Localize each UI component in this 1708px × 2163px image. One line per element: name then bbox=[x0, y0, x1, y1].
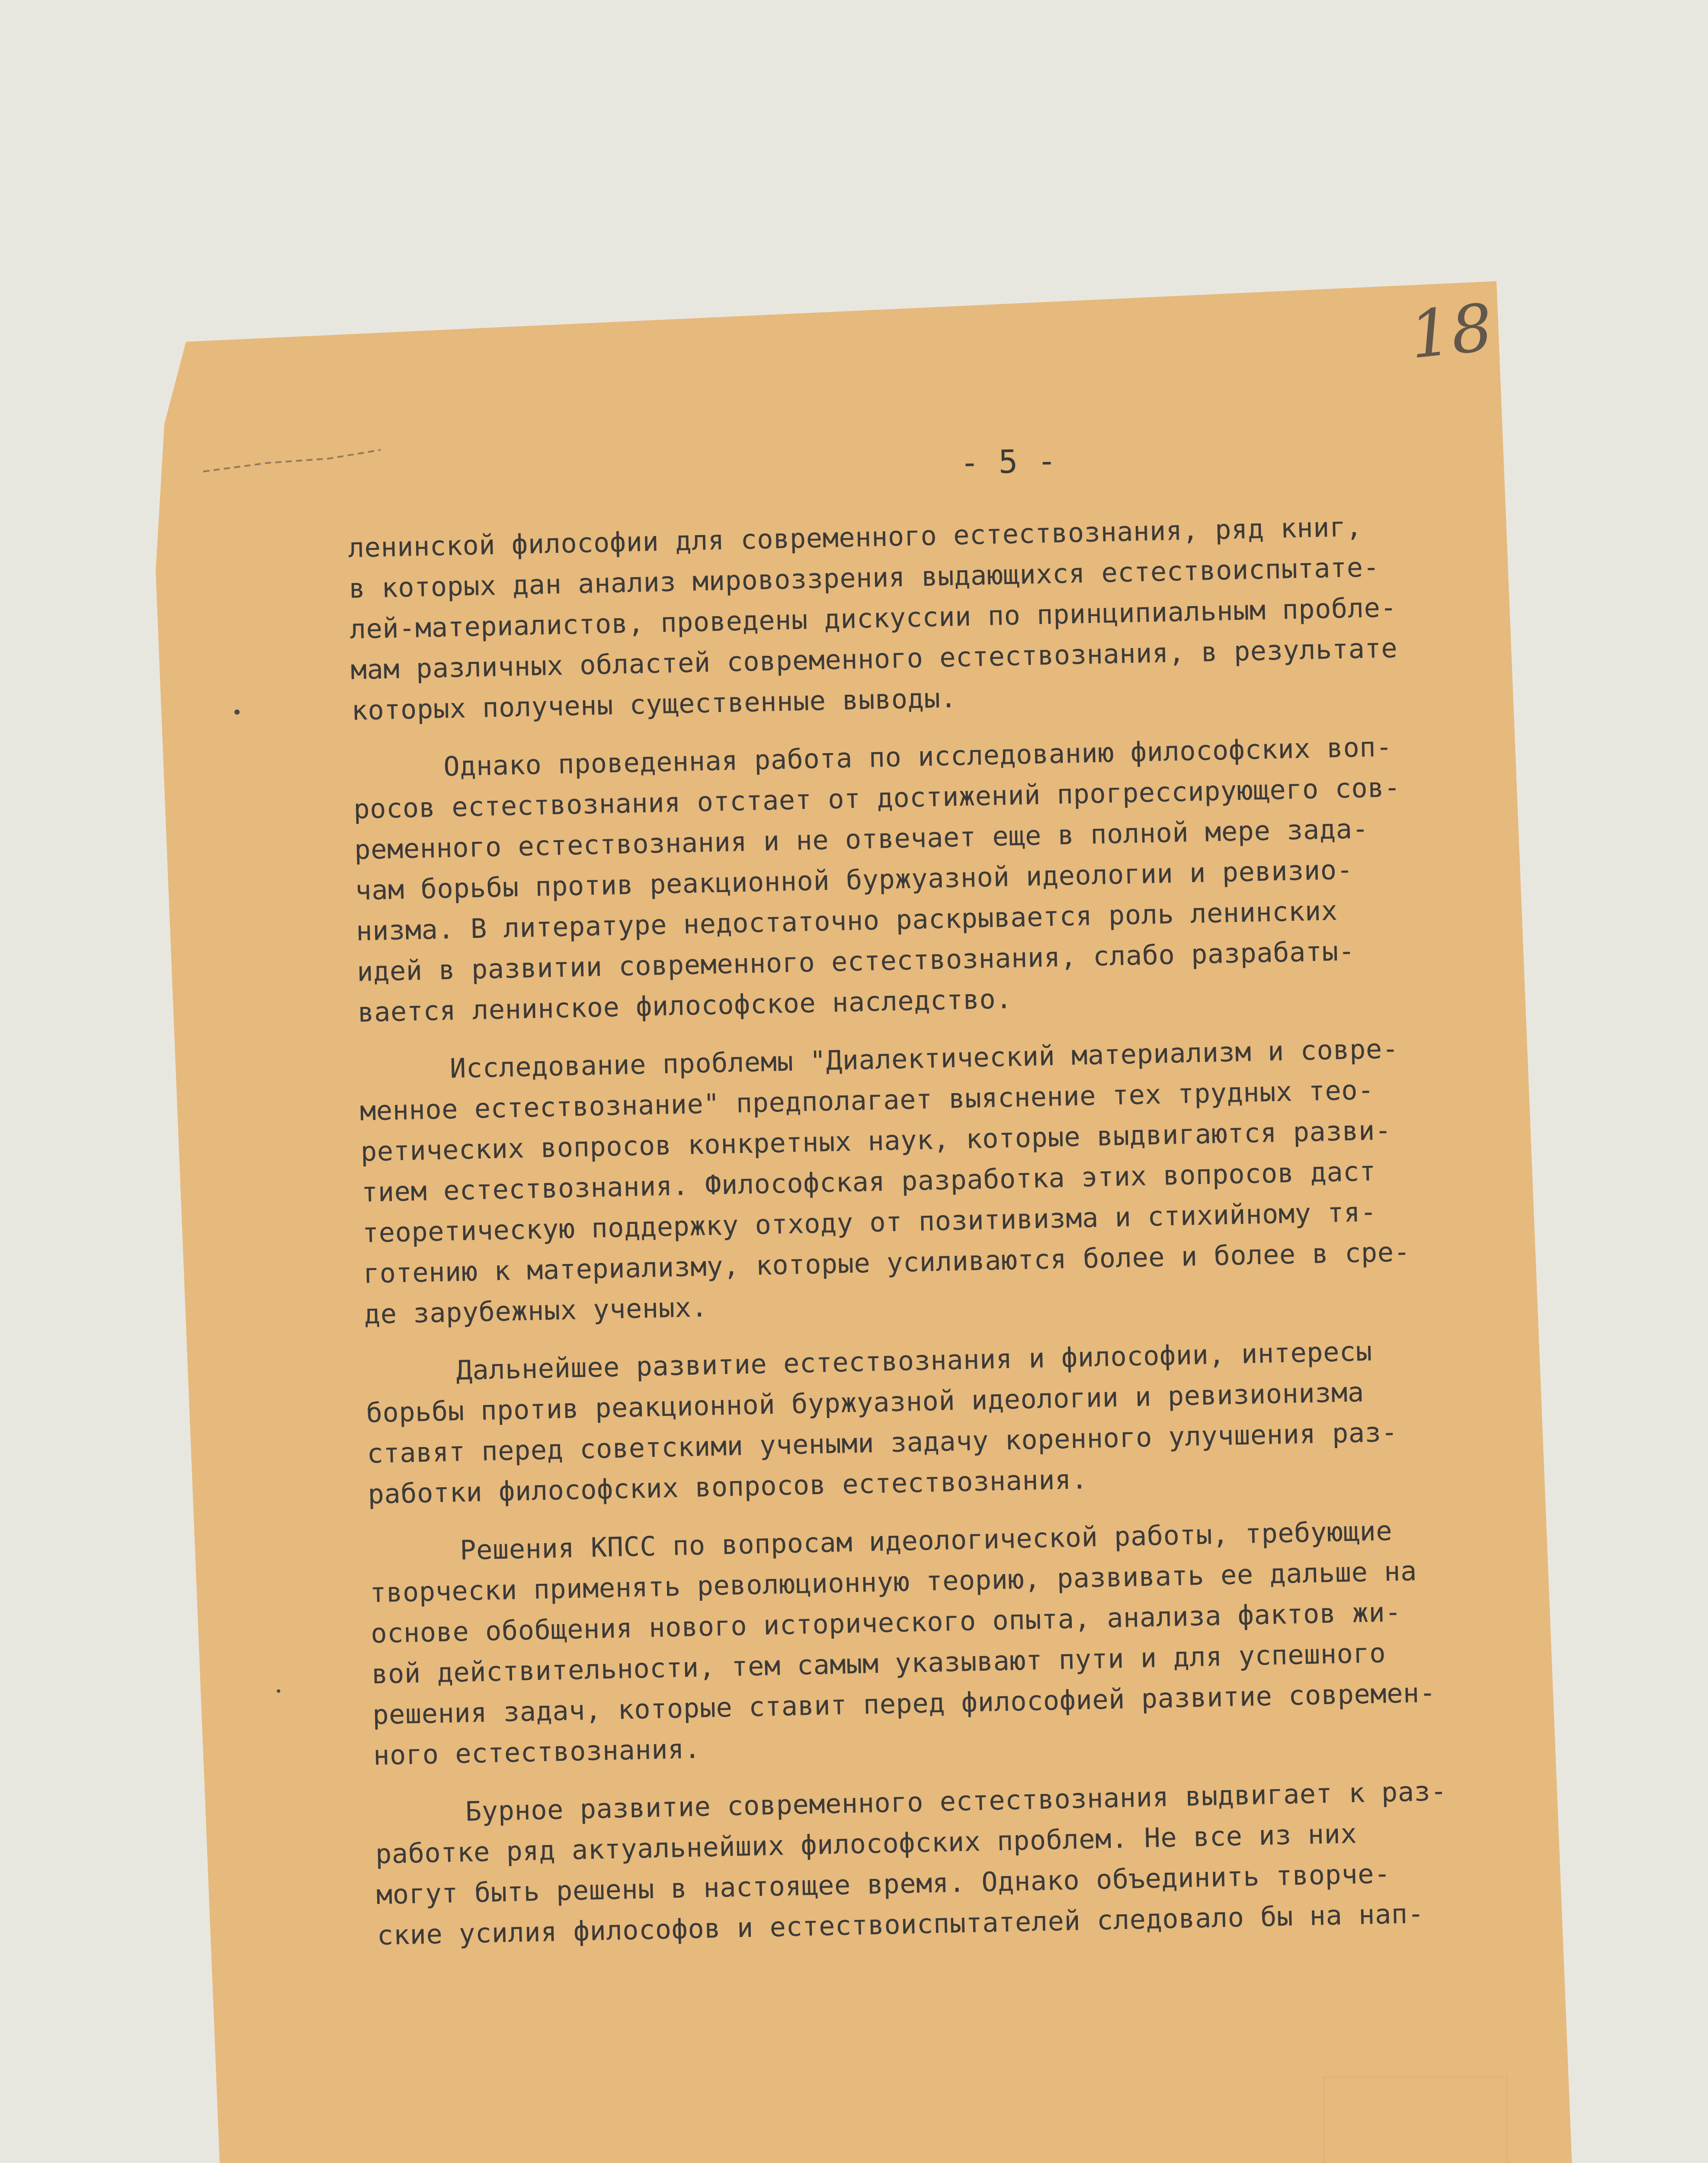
ink-speck bbox=[234, 709, 240, 715]
paragraph bbox=[359, 1025, 1558, 1335]
text-line: менное естествознание" предполагает выяснение тех трудных тео- bbox=[359, 1074, 1375, 1127]
text-line: росов естествознания отстает от достижений прогрессирующего сов- bbox=[353, 771, 1401, 825]
text-line: чам борьбы против реакционной буржуазной идеологии и ревизио- bbox=[355, 854, 1354, 906]
text-line: низма. В литературе недостаточно раскрывается роль ленинских bbox=[356, 895, 1338, 947]
text-line: ские усилия философов и естествоиспытателей следовало бы на нап- bbox=[377, 1897, 1425, 1951]
text-line: ставят перед советскими учеными задачу коренного улучшения раз- bbox=[366, 1416, 1398, 1470]
text-line: ленинской философии для современного естествознания, ряд книг, bbox=[347, 510, 1363, 564]
text-line: де зарубежных ученых. bbox=[364, 1291, 708, 1330]
text-line: Бурное развитие современного естествознания выдвигает к раз- bbox=[465, 1775, 1447, 1827]
text-line: основе обобщения нового исторического опыта, анализа фактов жи- bbox=[370, 1596, 1402, 1650]
text-line: в которых дан анализ мировоззрения выдающихся естествоиспытате- bbox=[348, 551, 1380, 604]
text-line: мам различных областей современного естествознания, в результате bbox=[350, 632, 1398, 686]
paragraph bbox=[352, 723, 1551, 1033]
paragraph bbox=[374, 1768, 1571, 1956]
text-line: могут быть решены в настоящее время. Однако объединить творче- bbox=[376, 1858, 1391, 1911]
text-line: творчески применять революционную теорию, развивать ее дальше на bbox=[369, 1555, 1417, 1609]
text-line: Дальнейшее развитие естествознания и философии, интересы bbox=[455, 1335, 1373, 1386]
archive-number: 18 bbox=[1406, 290, 1497, 374]
paragraph bbox=[348, 503, 1545, 731]
text-line: ного естествознания. bbox=[373, 1733, 701, 1771]
text-line: Решения КПСС по вопросам идеологической работы, требующие bbox=[459, 1515, 1393, 1566]
text-line: работке ряд актуальнейших философских проблем. Не все из них bbox=[375, 1817, 1357, 1870]
paragraph bbox=[365, 1327, 1562, 1515]
text-line: борьбы против реакционной буржуазной идеологии и ревизионизма bbox=[365, 1376, 1365, 1429]
text-line: вой действительности, тем самым указывают пути и для успешного bbox=[371, 1637, 1386, 1690]
faded-stamp bbox=[1323, 2076, 1508, 2163]
text-line: работки философских вопросов естествознания. bbox=[367, 1463, 1088, 1510]
typed-text bbox=[346, 425, 1573, 2076]
page-number: - 5 - bbox=[959, 442, 1057, 482]
paragraph bbox=[369, 1507, 1567, 1776]
text-line: которых получены существенные выводы. bbox=[351, 682, 957, 726]
text-line: ременного естествознания и не отвечает еще в полной мере зада- bbox=[354, 812, 1369, 866]
text-line: идей в развитии современного естествознания, слабо разрабаты- bbox=[356, 935, 1355, 988]
text-line: тием естествознания. Философская разработка этих вопросов даст bbox=[361, 1155, 1376, 1208]
text-line: лей-материалистов, проведены дискуссии по принципиальным пробле- bbox=[349, 591, 1397, 645]
ink-speck bbox=[277, 1689, 280, 1693]
text-line: вается ленинское философское наследство. bbox=[357, 983, 1013, 1028]
text-line: ретических вопросов конкретных наук, которые выдвигаются разви- bbox=[360, 1114, 1392, 1168]
text-line: готению к материализму, которые усиливаются более и более в сре- bbox=[363, 1236, 1411, 1290]
text-line: теоретическую поддержку отходу от позитивизма и стихийному тя- bbox=[362, 1196, 1377, 1249]
paragraphs bbox=[348, 503, 1571, 1956]
text-line: Исследование проблемы "Диалектический материализм и совре- bbox=[449, 1033, 1399, 1085]
text-line: Однако проведенная работа по исследованию философских воп- bbox=[443, 731, 1393, 783]
text-line: решения задач, которые ставит перед философией развитие современ- bbox=[372, 1676, 1436, 1731]
